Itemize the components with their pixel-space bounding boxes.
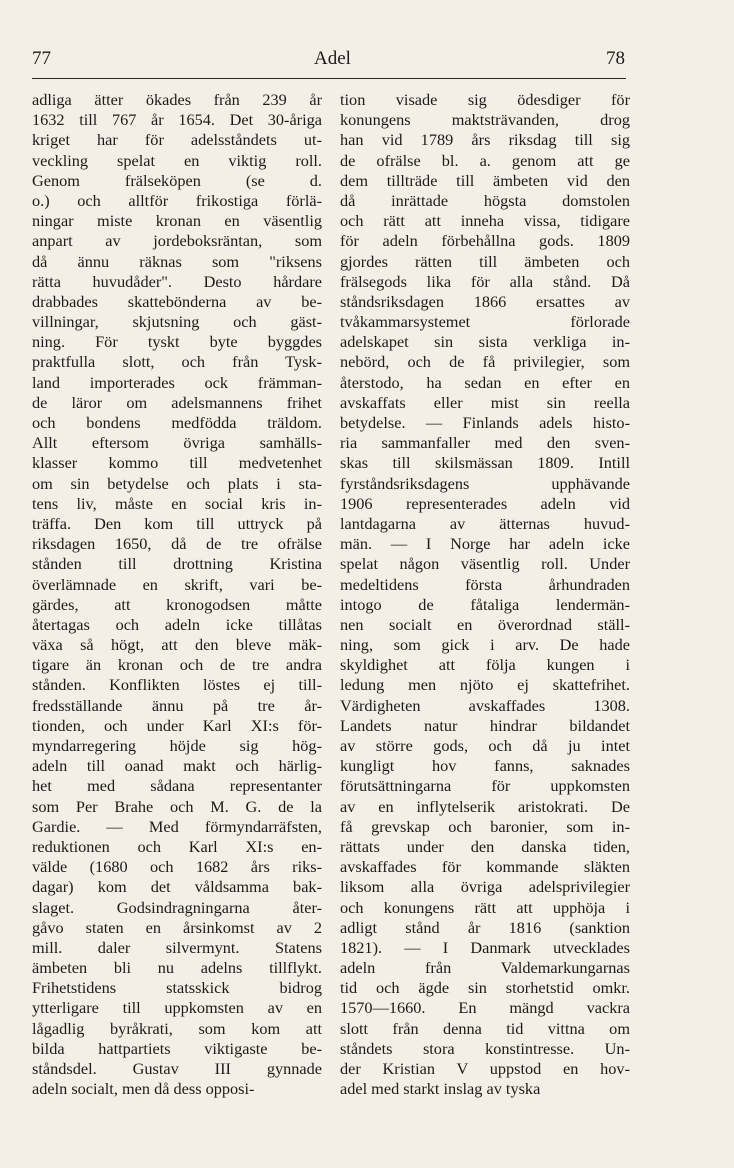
- text-line: av en inflytelserik aristokrati. De: [340, 796, 630, 816]
- left-column: [32, 90, 322, 1099]
- text-line: konungens maktsträvanden, drog: [340, 110, 630, 130]
- text-line: Landets natur hindrar bildandet: [340, 715, 630, 735]
- text-line: de ofrälse bl. a. genom att ge: [340, 150, 630, 170]
- text-line: de läror om adelsmannens frihet: [32, 392, 322, 412]
- text-line: adeln socialt, men då dess opposi-: [32, 1079, 255, 1099]
- text-line: frälsegods lika för alla stånd. Då: [340, 271, 630, 291]
- text-line: adelskapet sin sista verkliga in-: [340, 332, 630, 352]
- text-line: Allt eftersom övriga samhälls-: [32, 433, 322, 453]
- text-line: fyrståndsriksdagens upphävande: [340, 473, 630, 493]
- text-line: kriget har för adelsståndets ut-: [32, 130, 322, 150]
- text-line: ytterligare till uppkomsten av en: [32, 998, 322, 1018]
- text-line: mill. daler silvermynt. Statens: [32, 937, 322, 957]
- text-line: 1632 till 767 år 1654. Det 30-åriga: [32, 110, 322, 130]
- text-line: klasser kommo till medvetenhet: [32, 453, 322, 473]
- text-line: spelat någon väsentlig roll. Under: [340, 554, 630, 574]
- text-line: tion visade sig ödesdiger för: [340, 90, 630, 109]
- text-line: bilda hattpartiets viktigaste be-: [32, 1038, 322, 1058]
- text-line: dagar) kom det våldsamma bak-: [32, 877, 322, 897]
- text-line: för adeln förbehållna gods. 1809: [340, 231, 630, 251]
- text-line: då ännu räknas som "riksens: [32, 251, 322, 271]
- text-line: riksdagen 1650, då de tre ofrälse: [32, 534, 322, 554]
- text-line: intogo de fåtaliga lendermän-: [340, 594, 630, 614]
- text-line: adligt stånd år 1816 (sanktion: [340, 917, 630, 937]
- text-line: reduktionen och Karl XI:s en-: [32, 836, 322, 856]
- text-line: het med sådana representanter: [32, 776, 322, 796]
- text-line: av större gods, och då ju intet: [340, 736, 630, 755]
- text-line: ria sammanfaller med den sven-: [340, 433, 630, 453]
- text-line: stånden till drottning Kristina: [32, 554, 322, 574]
- text-line: ning. För tyskt byte byggdes: [32, 332, 322, 352]
- text-line: kungligt hov fanns, saknades: [340, 756, 630, 776]
- text-line: land importerades ock främman-: [32, 372, 322, 392]
- text-line: förutsättningarna för uppkomsten: [340, 776, 630, 796]
- text-line: gåvo staten en årsinkomst av 2: [32, 917, 322, 937]
- text-line: medeltidens första århundraden: [340, 574, 630, 594]
- text-line: myndarregering höjde sig hög-: [32, 736, 322, 755]
- text-line: då inrättade högsta domstolen: [340, 190, 630, 210]
- text-line: om sin betydelse och plats i sta-: [32, 473, 322, 493]
- text-line: tens liv, måste en social kris in-: [32, 493, 322, 513]
- text-line: Genom frälseköpen (se d.: [32, 170, 322, 190]
- text-line: nebörd, och de få privilegier, som: [340, 352, 630, 372]
- text-line: tionden, och under Karl XI:s för-: [32, 715, 322, 735]
- text-line: rätta huvudåder". Desto hårdare: [32, 271, 322, 291]
- text-line: överlämnade en skrift, vari be-: [32, 574, 322, 594]
- text-line: betydelse. — Finlands adels histo-: [340, 413, 630, 432]
- text-line: ståndets stora konstintresse. Un-: [340, 1038, 630, 1058]
- text-line: män. — I Norge har adeln icke: [340, 534, 630, 554]
- text-line: 1821). — I Danmark utvecklades: [340, 937, 630, 957]
- text-line: han vid 1789 års riksdag till sig: [340, 130, 630, 150]
- text-line: nen socialt en överordnad ställ-: [340, 614, 630, 634]
- right-column: [340, 90, 630, 1099]
- text-line: träffa. Den kom till uttryck på: [32, 513, 322, 533]
- text-line: anpart av jordeboksräntan, som: [32, 231, 322, 251]
- text-line: adeln från Valdemarkungarnas: [340, 958, 630, 978]
- text-line: slaget. Godsindragningarna åter-: [32, 897, 322, 917]
- text-line: lågadlig byråkrati, som kom att: [32, 1018, 322, 1038]
- page-header: [32, 48, 632, 76]
- text-line: o.) och alltför frikostiga förlä-: [32, 190, 322, 210]
- text-line: adliga ätter ökades från 239 år: [32, 90, 322, 109]
- text-line: drabbades skattebönderna av be-: [32, 291, 322, 311]
- text-line: välde (1680 och 1682 års riks-: [32, 857, 322, 877]
- text-line: Värdigheten avskaffades 1308.: [340, 695, 630, 715]
- text-line: gjordes rätten till ämbeten och: [340, 251, 630, 271]
- text-line: ståndsdel. Gustav III gynnade: [32, 1059, 322, 1078]
- text-line: och rätt att inneha vissa, tidigare: [340, 211, 630, 231]
- text-line: Gardie. — Med förmyndarräfsten,: [32, 816, 322, 836]
- text-line: skyldighet att följa kungen i: [340, 655, 630, 675]
- text-line: fredsställande ännu på tre år-: [32, 695, 322, 715]
- text-line: praktfulla slott, och från Tysk-: [32, 352, 322, 372]
- text-line: ningar miste kronan en väsentlig: [32, 211, 322, 231]
- text-line: Frihetstidens statsskick bidrog: [32, 978, 322, 998]
- text-line: avskaffades för kommande släkten: [340, 857, 630, 877]
- text-line: rättats under den danska tiden,: [340, 836, 630, 856]
- page-number-left: 77: [32, 48, 51, 69]
- text-line: avskaffats eller mist sin reella: [340, 392, 630, 412]
- text-line: 1906 representerades adeln vid: [340, 493, 630, 513]
- text-line: gärdes, att kronogodsen måtte: [32, 594, 322, 614]
- text-line: villningar, skjutsning och gäst-: [32, 312, 322, 332]
- text-line: 1570—1660. En mängd vackra: [340, 998, 630, 1018]
- text-line: lantdagarna av ätternas huvud-: [340, 513, 630, 533]
- text-line: ledung men njöto ej skattefrihet.: [340, 675, 630, 695]
- text-line: återtagas och adeln icke tillåtas: [32, 614, 322, 634]
- text-line: liksom alla övriga adelsprivilegier: [340, 877, 630, 897]
- text-line: ning, som gick i arv. De hade: [340, 635, 630, 655]
- text-line: återstodo, ha sedan en efter en: [340, 372, 630, 392]
- text-line: dem tillträde till ämbeten vid den: [340, 170, 630, 190]
- text-line: som Per Brahe och M. G. de la: [32, 796, 322, 816]
- text-line: tigare än kronan och de tre andra: [32, 655, 322, 675]
- text-line: få grevskap och baronier, som in-: [340, 816, 630, 836]
- text-line: ståndsriksdagen 1866 ersattes av: [340, 291, 630, 311]
- text-line: och bondens medfödda träldom.: [32, 413, 322, 432]
- page-title: Adel: [314, 48, 351, 69]
- text-line: tid och ägde sin storhetstid omkr.: [340, 978, 630, 998]
- page-number-right: 78: [606, 48, 625, 69]
- text-line: tvåkammarsystemet förlorade: [340, 312, 630, 332]
- text-line: och konungens rätt att upphöja i: [340, 897, 630, 917]
- text-line: adel med starkt inslag av tyska: [340, 1079, 541, 1099]
- text-line: slott från denna tid vittna om: [340, 1018, 630, 1038]
- text-line: ämbeten bli nu adelns tillflykt.: [32, 958, 322, 978]
- text-line: växa så högt, att den bleve mäk-: [32, 635, 322, 655]
- text-line: der Kristian V uppstod en hov-: [340, 1059, 630, 1078]
- header-rule: [32, 78, 626, 79]
- text-line: stånden. Konflikten löstes ej till-: [32, 675, 322, 695]
- text-line: skas till skilsmässan 1809. Intill: [340, 453, 630, 473]
- text-line: veckling spelat en viktig roll.: [32, 150, 322, 170]
- text-line: adeln till oanad makt och härlig-: [32, 756, 322, 776]
